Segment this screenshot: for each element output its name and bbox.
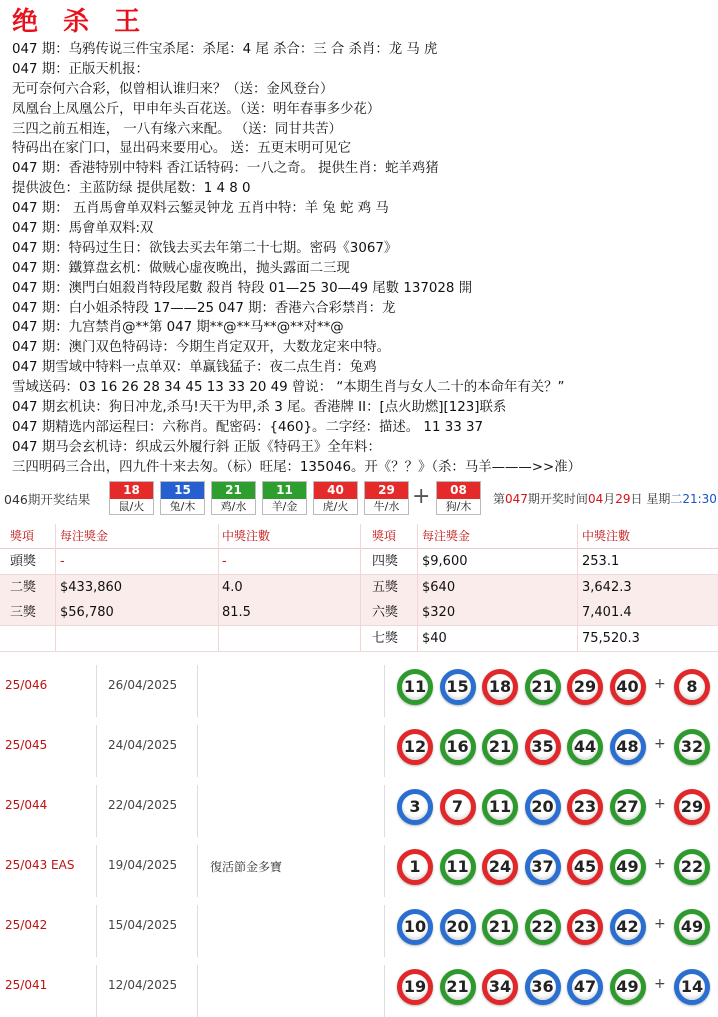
draw-ball: 18 bbox=[482, 669, 518, 705]
result-number: 15 bbox=[161, 482, 204, 499]
draw-row bbox=[0, 837, 718, 897]
draw-ball: 15 bbox=[440, 669, 476, 705]
draw-note: 復活節金多寶 bbox=[210, 860, 283, 874]
draw-ball: 20 bbox=[525, 789, 561, 825]
prediction-line: 047 期：乌鸦传说三件宝杀尾：杀尾：4 尾 杀合：三 合 杀肖：龙 马 虎 bbox=[12, 42, 438, 57]
draw-issue: 25/045 bbox=[5, 738, 48, 752]
next-mid: 期开奖时间 bbox=[527, 492, 588, 506]
page-title: 绝 杀 王 bbox=[12, 7, 149, 37]
prize-cell: 7,401.4 bbox=[582, 605, 632, 620]
draw-ball: 23 bbox=[567, 909, 603, 945]
prize-cell: 4.0 bbox=[222, 579, 243, 595]
row-divider bbox=[384, 905, 385, 957]
draw-ball: 10 bbox=[397, 909, 433, 945]
prize-header-cell: 中獎注數 bbox=[222, 529, 271, 543]
draw-ball: 16 bbox=[440, 729, 476, 765]
result-zodiac: 牛/水 bbox=[373, 500, 400, 513]
row-divider bbox=[96, 725, 97, 777]
row-divider bbox=[197, 785, 198, 837]
prize-grid-line bbox=[218, 524, 219, 652]
prediction-line: 047 期：馬會单双料:双 bbox=[12, 221, 154, 237]
prize-cell: 六獎 bbox=[372, 605, 399, 620]
draw-special-ball: 8 bbox=[674, 669, 710, 705]
special-zodiac: 狗/木 bbox=[445, 500, 472, 513]
prize-cell: $433,860 bbox=[60, 579, 123, 595]
draw-ball: 21 bbox=[482, 909, 518, 945]
draw-ball: 24 bbox=[482, 849, 518, 885]
result-number-card bbox=[160, 481, 205, 515]
special-number-card bbox=[436, 481, 481, 515]
draw-ball: 48 bbox=[610, 729, 646, 765]
draw-ball: 49 bbox=[610, 849, 646, 885]
draw-date: 12/04/2025 bbox=[108, 978, 178, 992]
draw-ball: 35 bbox=[525, 729, 561, 765]
draw-issue: 25/042 bbox=[5, 918, 48, 932]
prize-cell: $56,780 bbox=[60, 605, 114, 620]
prize-header-cell: 中獎注數 bbox=[582, 529, 631, 543]
prize-grid-line bbox=[55, 524, 56, 652]
result-number-card bbox=[313, 481, 358, 515]
draw-ball: 22 bbox=[525, 909, 561, 945]
prediction-line: 047 期：特码过生日：欲钱去买去年第二十七期。密码《3067》 bbox=[12, 240, 398, 256]
draw-special-ball: 49 bbox=[674, 909, 710, 945]
prize-grid-line bbox=[417, 524, 418, 652]
draw-ball: 21 bbox=[440, 969, 476, 1005]
plus-sign: + bbox=[654, 676, 666, 692]
row-divider bbox=[96, 965, 97, 1017]
row-divider bbox=[197, 845, 198, 897]
draw-ball: 21 bbox=[525, 669, 561, 705]
prize-cell: - bbox=[222, 554, 227, 569]
draw-issue: 25/043 EAS bbox=[5, 858, 75, 872]
prize-cell: 四獎 bbox=[372, 554, 399, 569]
plus-sign: + bbox=[654, 856, 666, 872]
result-number-card bbox=[109, 481, 154, 515]
draw-date: 15/04/2025 bbox=[108, 918, 178, 932]
draw-ball: 19 bbox=[397, 969, 433, 1005]
draw-row bbox=[0, 717, 718, 777]
row-divider bbox=[197, 965, 198, 1017]
result-number: 11 bbox=[263, 482, 306, 499]
last-result-bar bbox=[0, 479, 718, 517]
prediction-line: 047 期玄机诀：狗日冲龙,杀马!天干为甲,杀 3 尾。香港牌 II：[点火助燃][123]联系 bbox=[12, 400, 507, 416]
special-number: 08 bbox=[437, 482, 480, 499]
prediction-text-block bbox=[12, 40, 716, 478]
row-divider bbox=[96, 845, 97, 897]
draw-ball: 47 bbox=[567, 969, 603, 1005]
draw-date: 22/04/2025 bbox=[108, 798, 178, 812]
prediction-line: 047 期：九宫禁肖@**第 047 期**@**马**@**对**@ bbox=[12, 320, 344, 336]
prize-cell: 五獎 bbox=[372, 579, 399, 595]
prediction-line: 047 期：澳门双色特码诗：今期生肖定双开，大数龙定来中特。 bbox=[12, 340, 390, 356]
draw-ball: 36 bbox=[525, 969, 561, 1005]
draw-ball: 42 bbox=[610, 909, 646, 945]
row-divider bbox=[96, 665, 97, 717]
prediction-line: 047 期精选内部运程曰：六称肖。配密码：{460}。二字经：描述。 11 33 37 bbox=[12, 419, 484, 435]
prize-header-cell: 獎項 bbox=[372, 529, 397, 543]
prize-table bbox=[0, 524, 718, 652]
row-divider bbox=[384, 965, 385, 1017]
prediction-line: 三四之前五相连， 一八有缘六来配。 （送：同甘共苦） bbox=[12, 121, 342, 137]
next-month: 04 bbox=[587, 492, 604, 506]
draw-ball: 3 bbox=[397, 789, 433, 825]
prize-grid-line bbox=[360, 524, 361, 652]
draw-date: 26/04/2025 bbox=[108, 678, 178, 692]
draw-ball: 20 bbox=[440, 909, 476, 945]
prediction-line: 特码出在家门口，显出码来要用心。 送：五更末明可见它 bbox=[12, 141, 352, 157]
result-zodiac: 鸡/水 bbox=[220, 500, 247, 513]
row-divider bbox=[197, 725, 198, 777]
prize-cell: $9,600 bbox=[422, 554, 468, 569]
result-number-card bbox=[211, 481, 256, 515]
prediction-line: 047 期雪域中特料一点单双：单赢钱猛子：夜二点生肖：兔鸡 bbox=[12, 360, 377, 376]
prediction-line: 047 期：澳門白姐殺肖特段尾數 殺肖 特段 01—25 30—49 尾數 137028 開 bbox=[12, 280, 473, 296]
next-time: 21:30 bbox=[682, 492, 717, 506]
plus-sign: + bbox=[654, 736, 666, 752]
prize-cell: $640 bbox=[422, 579, 456, 595]
prediction-line: 提供波色：主蓝防绿 提供尾数：1 4 8 0 bbox=[12, 181, 251, 197]
draw-ball: 45 bbox=[567, 849, 603, 885]
result-number: 21 bbox=[212, 482, 255, 499]
draw-ball: 29 bbox=[567, 669, 603, 705]
next-weekday: 二 bbox=[670, 492, 683, 506]
prize-cell: 二獎 bbox=[10, 579, 37, 595]
draw-ball: 40 bbox=[610, 669, 646, 705]
draw-date: 19/04/2025 bbox=[108, 858, 178, 872]
draw-special-ball: 29 bbox=[674, 789, 710, 825]
row-divider bbox=[96, 785, 97, 837]
draw-ball: 23 bbox=[567, 789, 603, 825]
prediction-line: 雪域送码：03 16 26 28 34 45 13 33 20 49 曾说： “本期生肖与女人二十的本命年有关？” bbox=[12, 380, 565, 396]
draw-ball: 11 bbox=[397, 669, 433, 705]
plus-sign: + bbox=[654, 976, 666, 992]
draw-ball: 49 bbox=[610, 969, 646, 1005]
next-draw-info bbox=[493, 490, 717, 507]
prize-header-cell: 每注獎金 bbox=[422, 529, 471, 543]
draw-date: 24/04/2025 bbox=[108, 738, 178, 752]
row-divider bbox=[197, 905, 198, 957]
result-number: 18 bbox=[110, 482, 153, 499]
result-number-card bbox=[364, 481, 409, 515]
prize-cell: 81.5 bbox=[222, 605, 251, 620]
prize-cell: 253.1 bbox=[582, 554, 620, 569]
prize-header-cell: 每注獎金 bbox=[60, 529, 109, 543]
draw-ball: 11 bbox=[482, 789, 518, 825]
row-divider bbox=[384, 725, 385, 777]
prediction-line: 无可奈何六合彩，似曾相认谁归来？（送：金风登台） bbox=[12, 81, 334, 97]
result-number-card bbox=[262, 481, 307, 515]
plus-sign: + bbox=[654, 916, 666, 932]
prediction-line: 047 期：香港特别中特料 香江话特码：一八之奇。 提供生肖：蛇羊鸡猪 bbox=[12, 161, 439, 177]
draw-ball: 34 bbox=[482, 969, 518, 1005]
result-number: 29 bbox=[365, 482, 408, 499]
plus-sign: + bbox=[654, 796, 666, 812]
next-day: 29 bbox=[615, 492, 631, 506]
draw-ball: 7 bbox=[440, 789, 476, 825]
draw-row bbox=[0, 777, 718, 837]
plus-sign: + bbox=[412, 484, 431, 509]
draw-row bbox=[0, 957, 718, 1017]
prediction-line: 047 期：正版天机报： bbox=[12, 61, 149, 77]
row-divider bbox=[197, 665, 198, 717]
draw-special-ball: 22 bbox=[674, 849, 710, 885]
prediction-line: 三四明码三合出，四九件十来去匆。（标）旺尾：135046。开《？？》（杀：马羊———>>准） bbox=[12, 459, 581, 475]
next-prefix: 第 bbox=[493, 492, 506, 506]
prize-cell: 三獎 bbox=[10, 605, 37, 620]
draw-ball: 44 bbox=[567, 729, 603, 765]
prize-header-cell: 獎項 bbox=[10, 529, 35, 543]
row-divider bbox=[384, 845, 385, 897]
prize-cell: $320 bbox=[422, 605, 456, 620]
prediction-line: 047 期马会玄机诗：织成云外履行斜 正版《特码王》全年料： bbox=[12, 439, 381, 455]
prize-cell: $40 bbox=[422, 630, 447, 646]
row-divider bbox=[96, 905, 97, 957]
prediction-line: 047 期： 五肖馬會单双料云錾灵钟龙 五肖中特：羊 兔 蛇 鸡 马 bbox=[12, 201, 389, 217]
next-issue: 047 bbox=[505, 492, 528, 506]
row-divider bbox=[384, 665, 385, 717]
draw-row bbox=[0, 897, 718, 957]
draw-ball: 1 bbox=[397, 849, 433, 885]
result-number: 40 bbox=[314, 482, 357, 499]
prediction-line: 047 期：鐵算盘玄机：做贼心虚夜晚出，抛头露面二三现 bbox=[12, 260, 350, 276]
next-month-suffix: 月 bbox=[603, 492, 616, 506]
next-day-suffix: 日 星期 bbox=[630, 492, 671, 506]
prize-cell: 七獎 bbox=[372, 630, 399, 646]
result-zodiac: 鼠/火 bbox=[118, 500, 145, 513]
prize-cell: - bbox=[60, 554, 65, 569]
draw-issue: 25/046 bbox=[5, 678, 48, 692]
result-label: 046期开奖结果 bbox=[4, 492, 91, 507]
prize-grid-line bbox=[577, 524, 578, 652]
draw-special-ball: 14 bbox=[674, 969, 710, 1005]
row-divider bbox=[384, 785, 385, 837]
prediction-line: 凤凰台上凤凰公斤，甲申年头百花送。（送：明年春事多少花） bbox=[12, 101, 381, 117]
draw-ball: 12 bbox=[397, 729, 433, 765]
draw-row bbox=[0, 657, 718, 717]
draw-ball: 37 bbox=[525, 849, 561, 885]
draw-special-ball: 32 bbox=[674, 729, 710, 765]
result-zodiac: 虎/火 bbox=[322, 500, 349, 513]
draw-issue: 25/041 bbox=[5, 978, 48, 992]
draw-ball: 11 bbox=[440, 849, 476, 885]
prize-cell: 3,642.3 bbox=[582, 579, 632, 595]
result-zodiac: 兔/木 bbox=[169, 500, 196, 513]
result-zodiac: 羊/金 bbox=[271, 500, 298, 513]
prize-cell: 頭獎 bbox=[10, 554, 37, 569]
prize-cell: 75,520.3 bbox=[582, 630, 640, 646]
prediction-line: 047 期：白小姐杀特段 17——25 047 期：香港六合彩禁肖：龙 bbox=[12, 300, 396, 316]
draw-ball: 21 bbox=[482, 729, 518, 765]
draw-ball: 27 bbox=[610, 789, 646, 825]
draw-issue: 25/044 bbox=[5, 798, 48, 812]
